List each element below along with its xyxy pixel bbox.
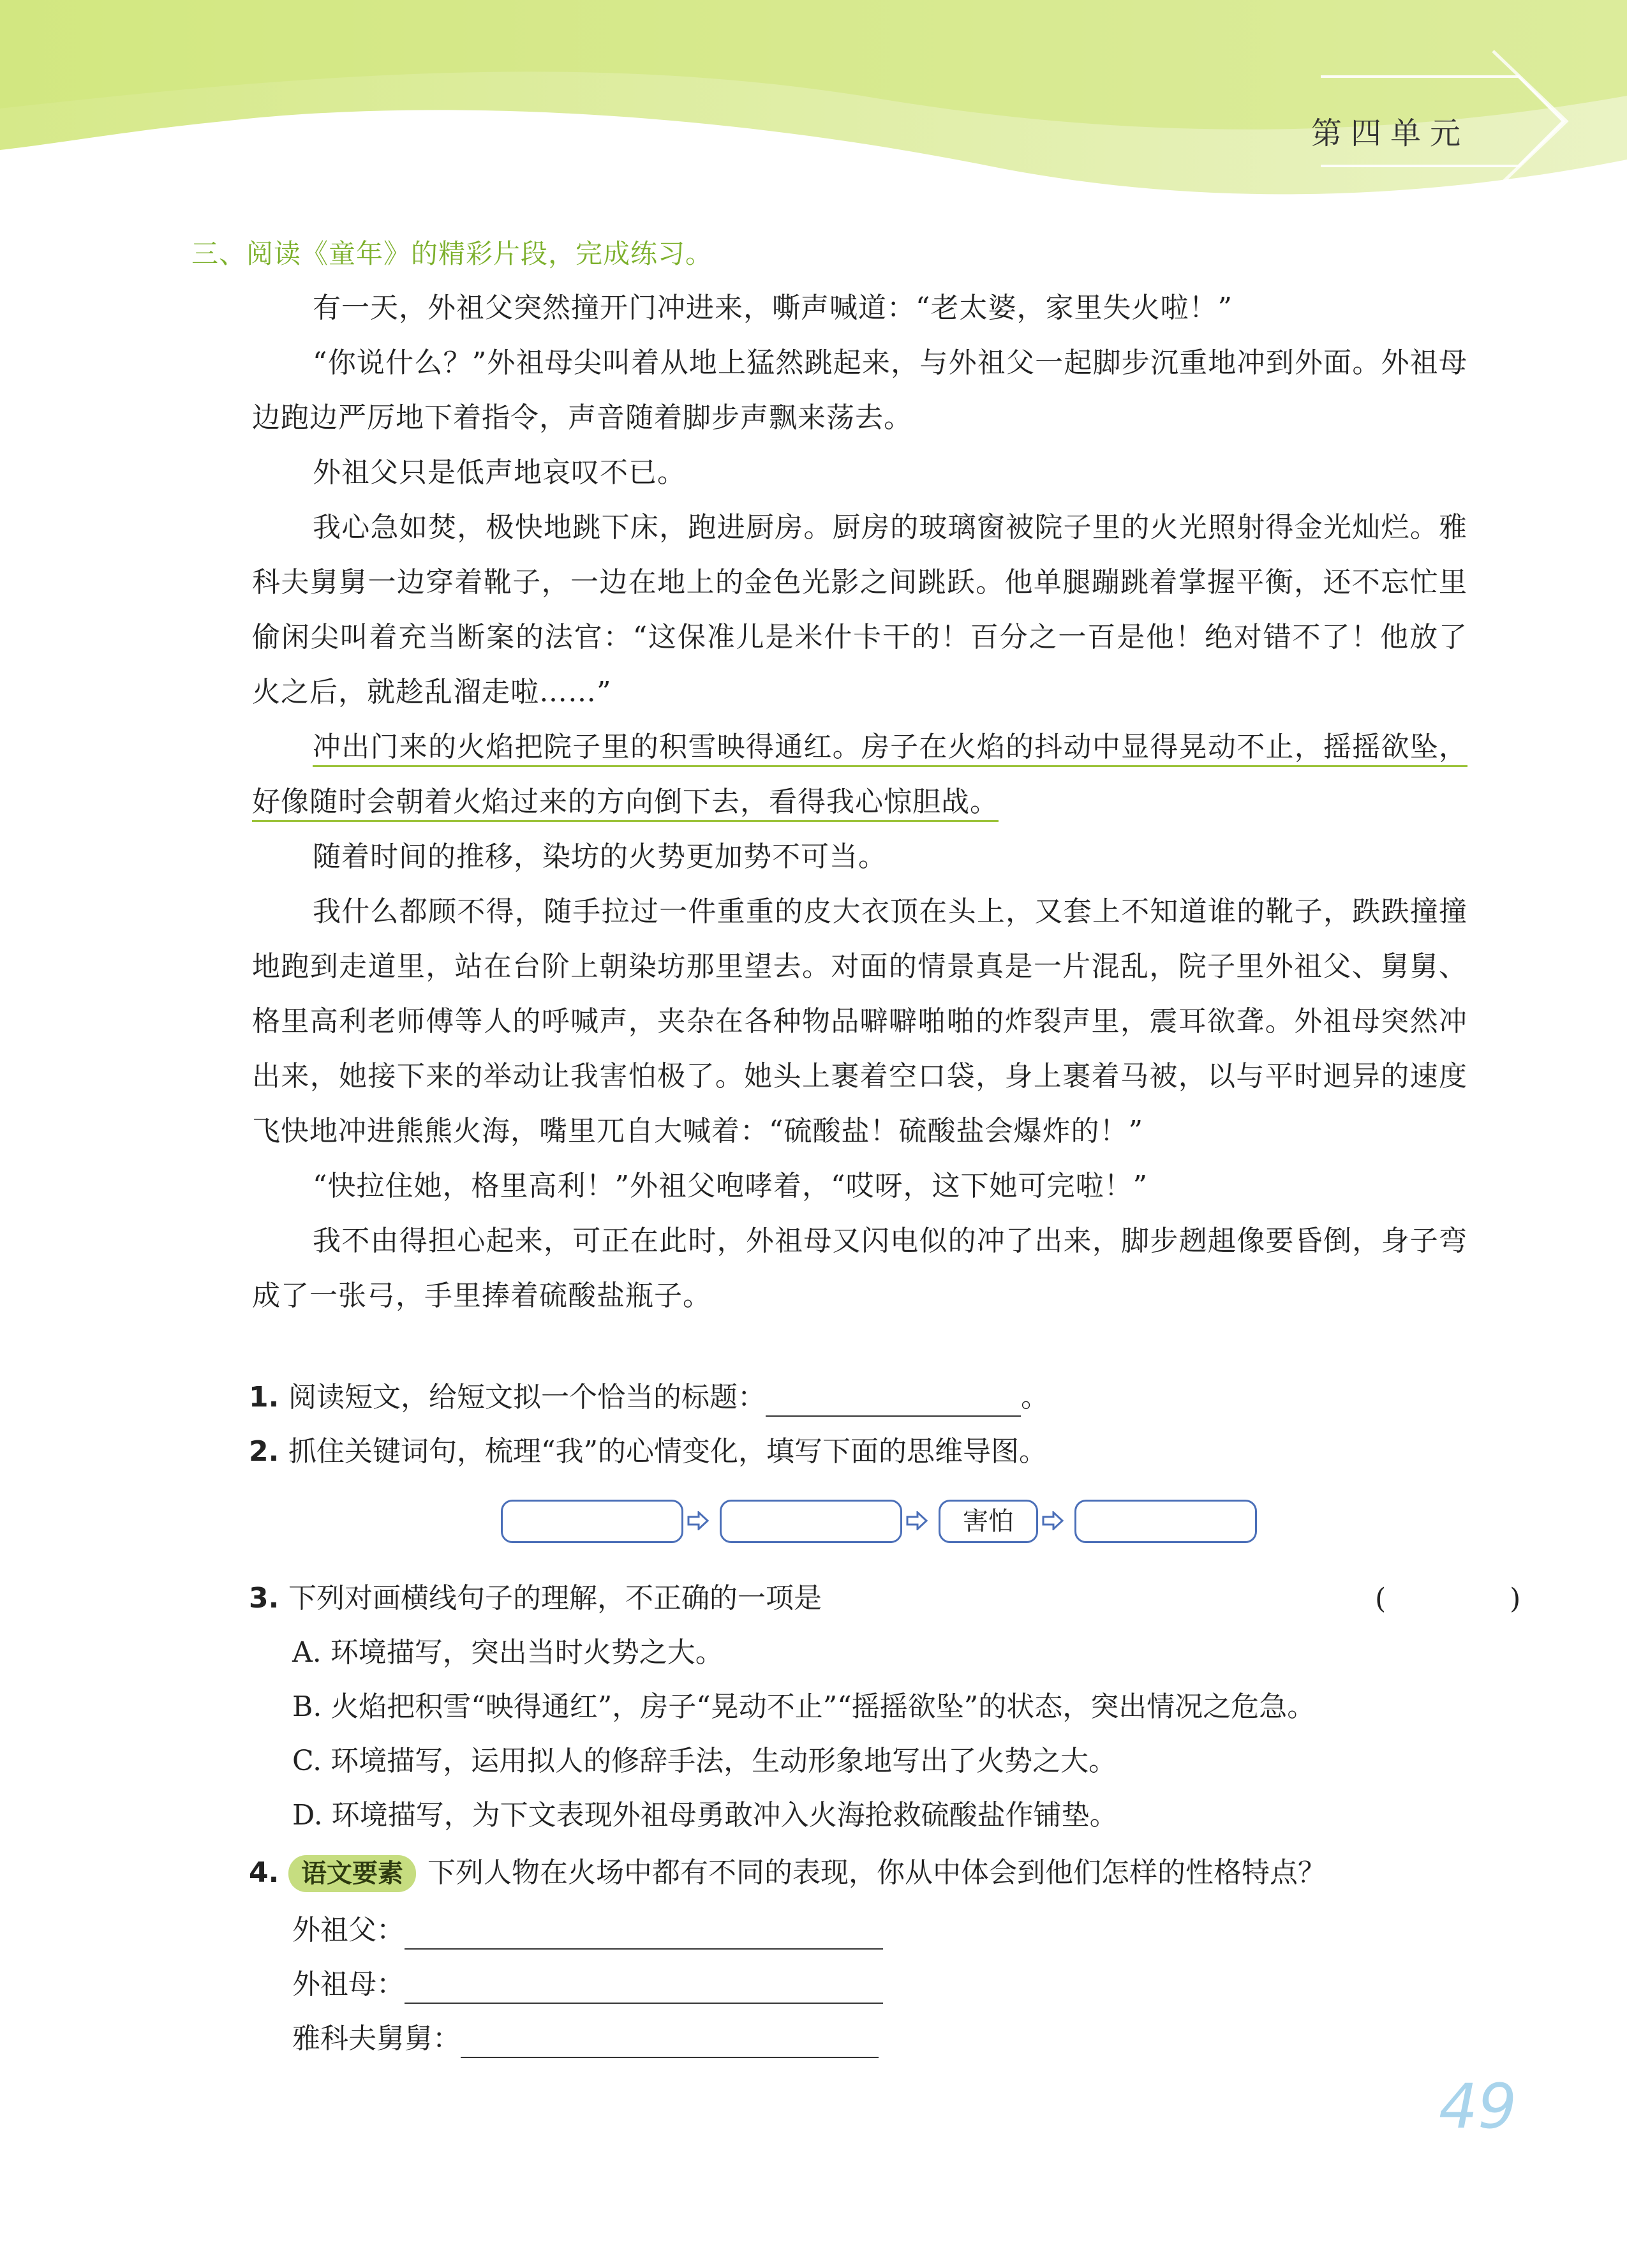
option-c[interactable]: C. 环境描写，运用拟人的修辞手法，生动形象地写出了火势之大。 [292, 1745, 1117, 1777]
answer-blank[interactable] [405, 1920, 883, 1950]
mind-map-blank-2[interactable] [720, 1500, 902, 1543]
arrow-right-icon [1042, 1511, 1064, 1530]
question-4 [249, 1854, 1326, 1892]
paragraph-3: 外祖父只是低声地哀叹不已。 [313, 456, 686, 489]
question-text: 阅读短文，给短文拟一个恰当的标题： [288, 1381, 766, 1414]
answer-row-uncle-yakov [292, 2020, 879, 2058]
answer-parentheses[interactable]: ( ) [1375, 1583, 1579, 1615]
question-text: 下列人物在火场中都有不同的表现，你从中体会到他们怎样的性格特点？ [427, 1856, 1326, 1889]
paragraph-7: 我什么都顾不得，随手拉过一件重重的皮大衣顶在头上，又套上不知道谁的靴子，跌跌撞撞地跑到走道里，站在台阶上朝染坊那里望去。对面的情景真是一片混乱，院子里外祖父、舅舅、格里高利老师傅等人的呼喊声，夹杂在各种物品噼噼啪啪的炸裂声里，震耳欲聋。外祖母突然冲出来，她接下来的举动让我害怕极了。她头上裹着空口袋，身上裹着马被，以与平时迥异的速度飞快地冲进熊熊火海，嘴里兀自大喊着：“硫酸盐！硫酸盐会爆炸的！” [252, 895, 1467, 1147]
paragraph-9: 我不由得担心起来，可正在此时，外祖母又闪电似的冲了出来，脚步趔趄像要昏倒，身子弯成了一张弓，手里捧着硫酸盐瓶子。 [252, 1225, 1467, 1312]
mind-map [501, 1500, 1267, 1544]
question-3 [249, 1579, 822, 1618]
mind-map-blank-1[interactable] [501, 1500, 683, 1543]
mind-map-blank-3[interactable] [1074, 1500, 1257, 1543]
reading-passage [252, 281, 1467, 1324]
page-number: 49 [1439, 2071, 1517, 2142]
answer-blank[interactable] [405, 1974, 883, 2004]
arrow-right-icon [687, 1511, 709, 1530]
question-number: 1. [249, 1381, 279, 1414]
question-2 [249, 1433, 1047, 1471]
paragraph-8: “快拉住她，格里高利！”外祖父咆哮着，“哎呀，这下她可完啦！” [313, 1170, 1148, 1202]
mind-map-known: 害怕 [939, 1500, 1038, 1543]
question-number: 3. [249, 1582, 279, 1615]
question-1 [249, 1378, 1049, 1417]
language-element-tag: 语文要素 [288, 1855, 416, 1892]
question-number: 4. [249, 1856, 279, 1889]
character-label: 外祖母： [292, 1968, 405, 2001]
title-answer-blank[interactable] [766, 1387, 1021, 1417]
paragraph-6: 随着时间的推移，染坊的火势更加势不可当。 [313, 840, 887, 873]
character-label: 外祖父： [292, 1914, 405, 1946]
unit-label: 第四单元 [1311, 116, 1470, 151]
question-text: 下列对画横线句子的理解，不正确的一项是 [288, 1582, 822, 1615]
underlined-sentence: 冲出门来的火焰把院子里的积雪映得通红。房子在火焰的抖动中显得晃动不止，摇摇欲坠，好像随时会朝着火焰过来的方向倒下去，看得我心惊胆战。 [252, 731, 1467, 818]
question-end-punct: 。 [1021, 1381, 1049, 1414]
paragraph-1: 有一天，外祖父突然撞开门冲进来，嘶声喊道：“老太婆，家里失火啦！” [313, 292, 1233, 324]
character-label: 雅科夫舅舅： [292, 2022, 461, 2055]
option-a[interactable]: A. 环境描写，突出当时火势之大。 [292, 1636, 724, 1669]
paragraph-2: “你说什么？”外祖母尖叫着从地上猛然跳起来，与外祖父一起脚步沉重地冲到外面。外祖母边跑边严厉地下着指令，声音随着脚步声飘来荡去。 [252, 347, 1467, 434]
arrow-right-icon [906, 1511, 928, 1530]
question-text: 抓住关键词句，梳理“我”的心情变化，填写下面的思维导图。 [288, 1435, 1047, 1468]
answer-row-grandmother [292, 1966, 883, 2004]
section-title: 三、阅读《童年》的精彩片段，完成练习。 [191, 238, 713, 269]
paragraph-4: 我心急如焚，极快地跳下床，跑进厨房。厨房的玻璃窗被院子里的火光照射得金光灿烂。雅科夫舅舅一边穿着靴子，一边在地上的金色光影之间跳跃。他单腿蹦跳着掌握平衡，还不忘忙里偷闲尖叫着充当断案的法官：“这保准儿是米什卡干的！百分之一百是他！绝对错不了！他放了火之后，就趁乱溜走啦……” [252, 511, 1467, 708]
question-number: 2. [249, 1435, 279, 1468]
option-d[interactable]: D. 环境描写，为下文表现外祖母勇敢冲入火海抢救硫酸盐作铺垫。 [292, 1799, 1118, 1832]
paragraph-5-underlined [252, 720, 1467, 830]
answer-blank[interactable] [461, 2029, 879, 2058]
answer-row-grandfather [292, 1911, 883, 1950]
option-b[interactable]: B. 火焰把积雪“映得通红”，房子“晃动不止”“摇摇欲坠”的状态，突出情况之危急。 [292, 1690, 1316, 1723]
